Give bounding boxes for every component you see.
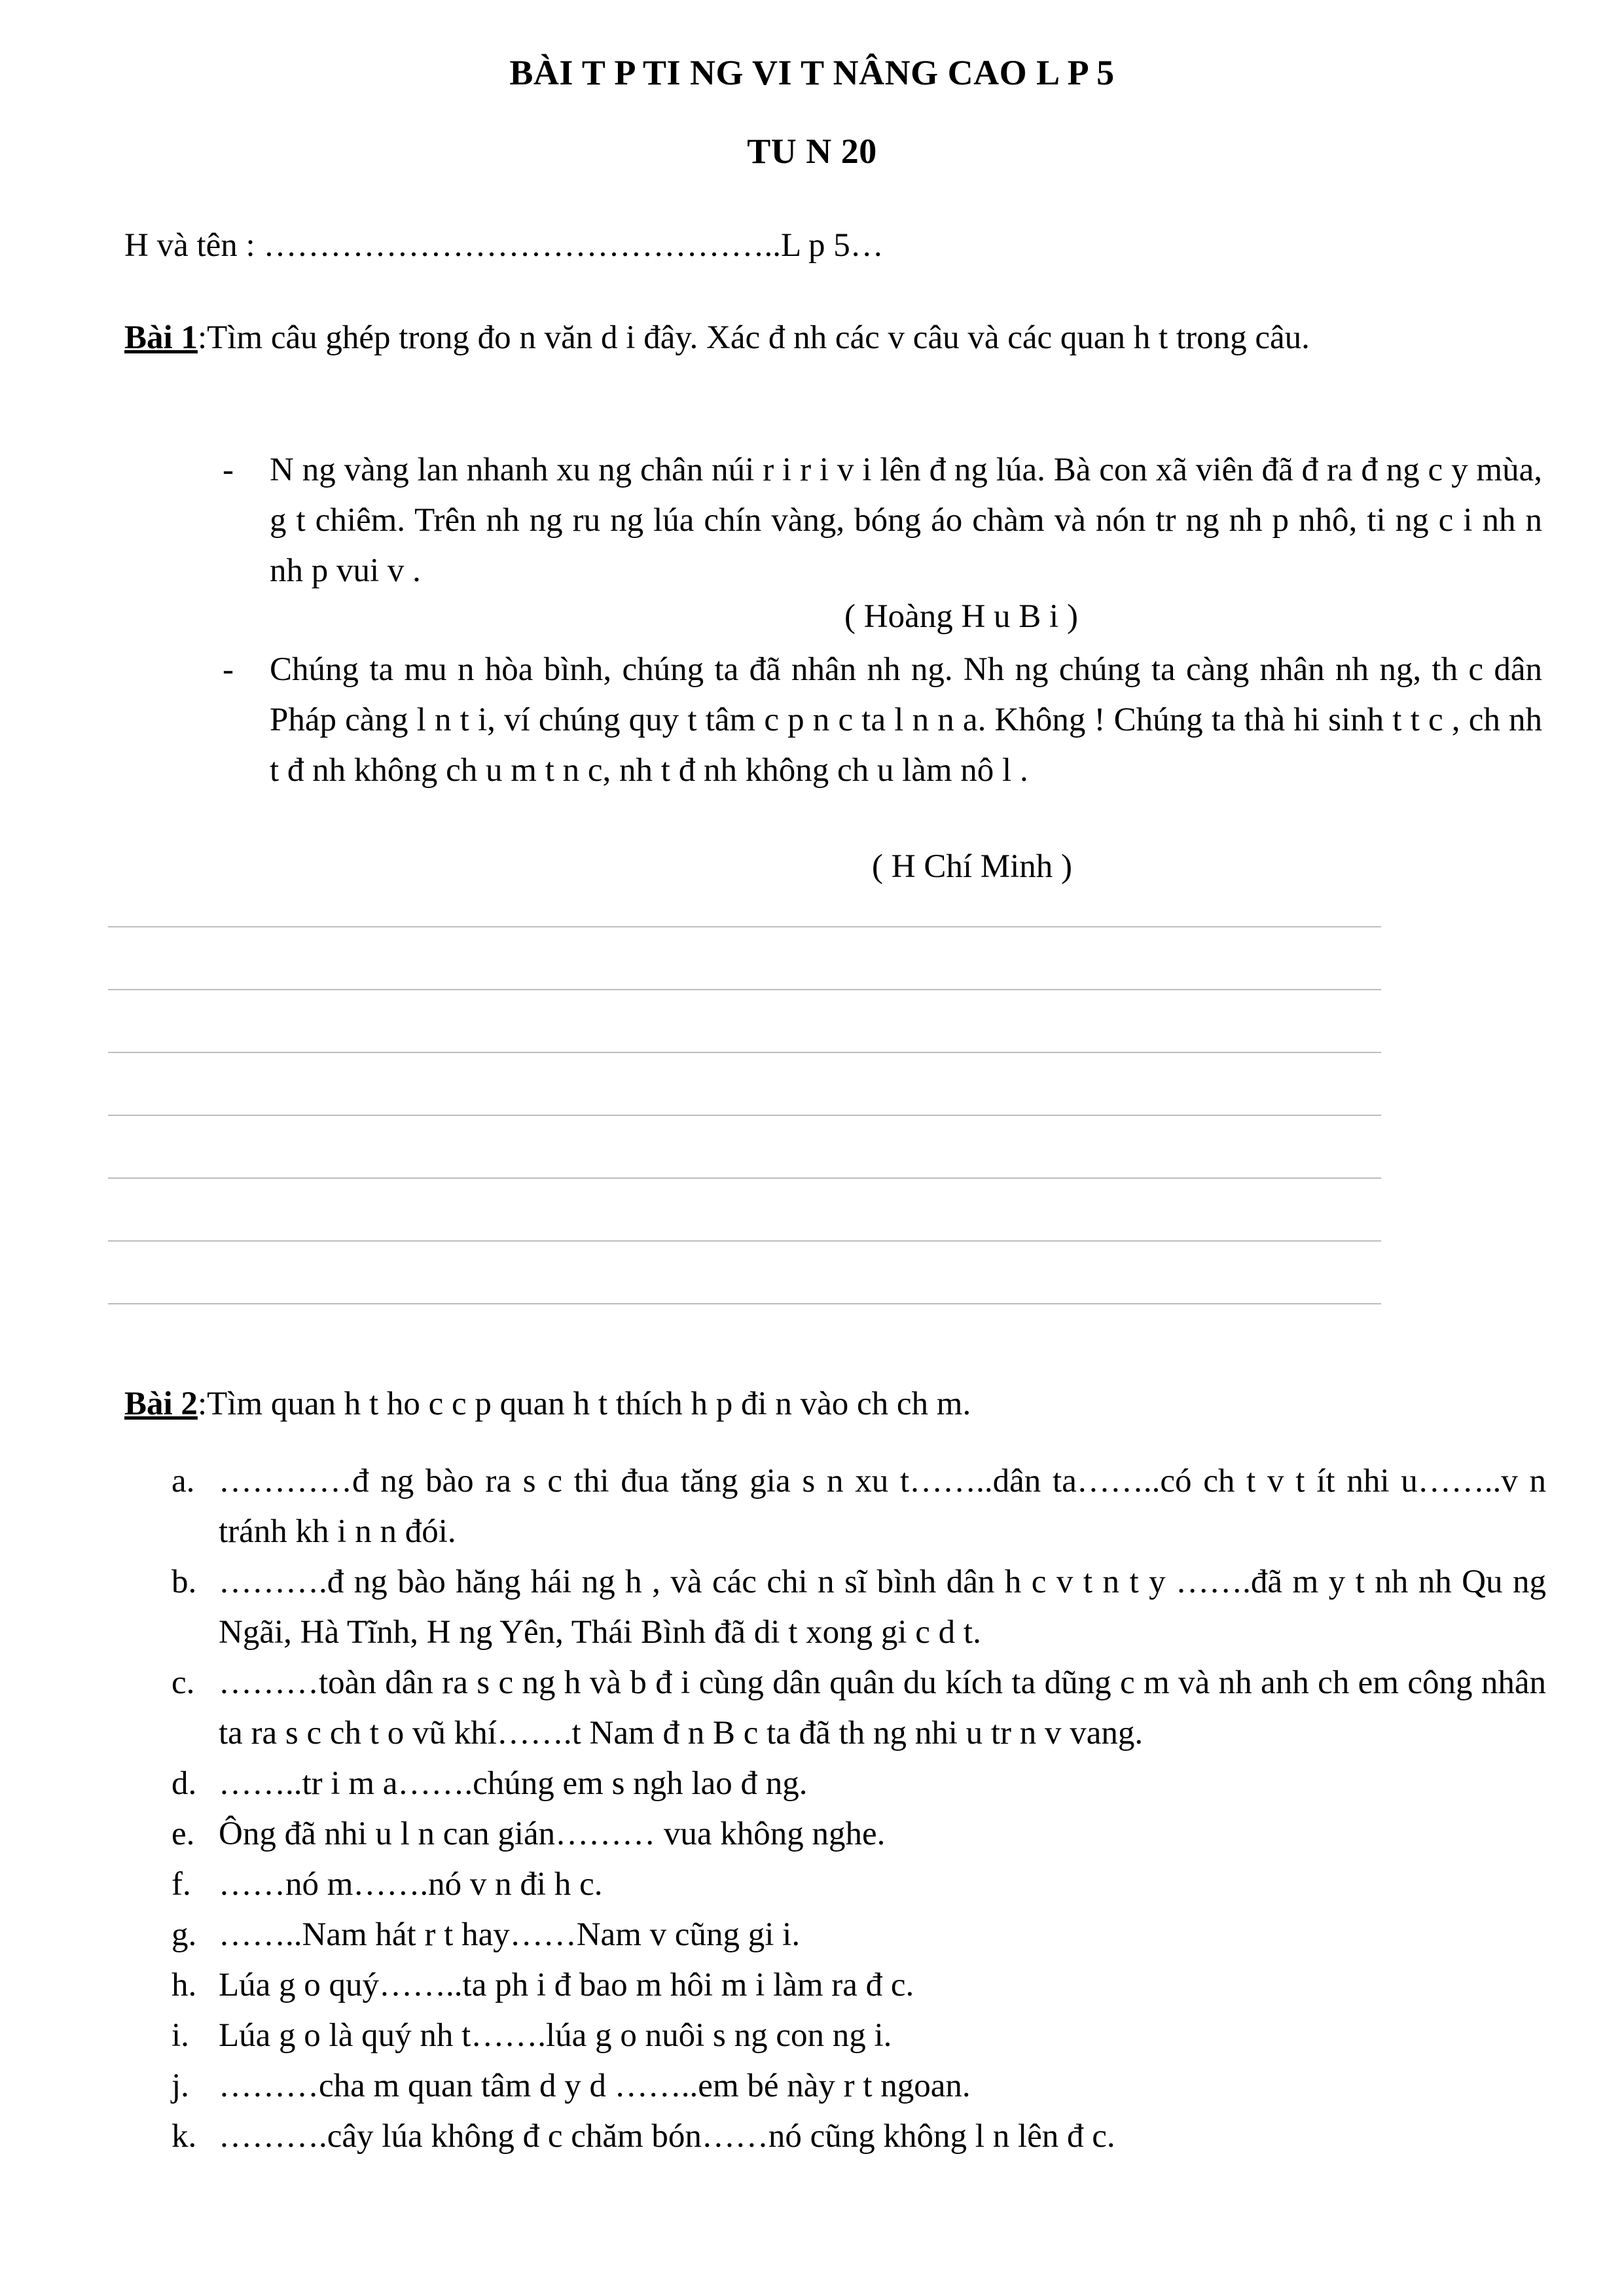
answer-writing-line[interactable] xyxy=(108,1177,1381,1179)
list-item xyxy=(171,2061,1546,2111)
item-text: ……..tr i m a…….chúng em s ngh lao đ ng. xyxy=(219,1765,808,1802)
exercise-2-text: :Tìm quan h t ho c c p quan h t thích h p đi n vào ch ch m. xyxy=(197,1386,971,1422)
item-text: ……..Nam hát r t hay……Nam v cũng gi i. xyxy=(219,1916,801,1953)
exercise-2-items xyxy=(171,1456,1546,2162)
item-label: j. xyxy=(171,2068,189,2104)
list-item xyxy=(171,2011,1546,2061)
list-item xyxy=(171,1859,1546,1910)
list-item xyxy=(171,2111,1546,2162)
item-label: c. xyxy=(171,1664,195,1701)
student-name-line: H và tên : ………………………………………..L p 5… xyxy=(124,227,884,264)
item-text: Lúa g o quý……..ta ph i đ bao m hôi m i làm ra đ c. xyxy=(219,1967,914,2003)
item-text: Ông đã nhi u l n can gián……… vua không nghe. xyxy=(219,1816,886,1852)
quote-text: N ng vàng lan nhanh xu ng chân núi r i r i v i lên đ ng lúa. Bà con xã viên đã đ ra đ ng c y mùa, g t chiêm. Trên nh ng ru ng lúa chín vàng, bóng áo chàm và nón tr ng nh p nhô, ti ng c i nh n nh p vui v . xyxy=(270,452,1542,589)
item-text: ………cha m quan tâm d y d ……..em bé này r t ngoan. xyxy=(219,2068,971,2104)
exercise-1-text: :Tìm câu ghép trong đo n văn d i đây. Xác đ nh các v câu và các quan h t trong câu. xyxy=(197,319,1310,356)
answer-writing-line[interactable] xyxy=(108,989,1381,990)
exercise-2-instruction xyxy=(124,1379,1542,1429)
item-label: g. xyxy=(171,1916,197,1953)
answer-writing-line[interactable] xyxy=(108,926,1381,927)
item-label: h. xyxy=(171,1967,197,2003)
week-subtitle: TU N 20 xyxy=(747,132,877,171)
item-label: f. xyxy=(171,1866,191,1903)
quote-passage xyxy=(223,445,1542,596)
exercise-1-label: Bài 1 xyxy=(124,319,198,356)
item-text: ……….cây lúa không đ c chăm bón……nó cũng không l n lên đ c. xyxy=(219,2118,1115,2155)
list-item xyxy=(171,1910,1546,1960)
item-text: …………đ ng bào ra s c thi đua tăng gia s n xu t……..dân ta……..có ch t v t ít nhi u……..v n tránh kh i n n đói. xyxy=(219,1463,1546,1550)
page-title: BÀI T P TI NG VI T NÂNG CAO L P 5 xyxy=(509,53,1115,92)
item-label: d. xyxy=(171,1765,197,1802)
exercise-2-label: Bài 2 xyxy=(124,1386,198,1422)
answer-writing-line[interactable] xyxy=(108,1115,1381,1116)
answer-writing-line[interactable] xyxy=(108,1303,1381,1304)
item-text: ……….đ ng bào hăng hái ng h , và các chi n sĩ bình dân h c v t n t y …….đã m y t nh nh Qu ng Ngãi, Hà Tĩnh, H ng Yên, Thái Bình đã di t xong gi c d t. xyxy=(219,1564,1546,1651)
quote-source: ( Hoàng H u B i ) xyxy=(844,598,1078,635)
list-item xyxy=(171,1456,1546,1557)
list-item xyxy=(171,1960,1546,2011)
quote-text: Chúng ta mu n hòa bình, chúng ta đã nhân nh ng. Nh ng chúng ta càng nhân nh ng, th c dân Pháp càng l n t i, ví chúng quy t tâm c p n c ta l n n a. Không ! Chúng ta thà hi sinh t t c , ch nh t đ nh không ch u m t n c, nh t đ nh không ch u làm nô l . xyxy=(270,651,1542,789)
exercise-1-instruction xyxy=(124,313,1542,363)
list-item xyxy=(171,1809,1546,1859)
item-label: b. xyxy=(171,1564,197,1600)
list-item xyxy=(171,1759,1546,1809)
item-text: Lúa g o là quý nh t…….lúa g o nuôi s ng con ng i. xyxy=(219,2017,892,2054)
list-dash: - xyxy=(223,452,234,488)
list-dash: - xyxy=(223,651,234,688)
quote-source: ( H Chí Minh ) xyxy=(872,848,1072,885)
item-label: a. xyxy=(171,1463,195,1499)
item-label: e. xyxy=(171,1816,195,1852)
item-text: ………toàn dân ra s c ng h và b đ i cùng dân quân du kích ta dũng c m và nh anh ch em công nhân ta ra s c ch t o vũ khí…….t Nam đ n B c ta đã th ng nhi u tr n v vang. xyxy=(219,1664,1546,1751)
item-label: i. xyxy=(171,2017,189,2054)
list-item xyxy=(171,1658,1546,1759)
quote-passage xyxy=(223,645,1542,796)
item-text: ……nó m…….nó v n đi h c. xyxy=(219,1866,603,1903)
item-label: k. xyxy=(171,2118,197,2155)
answer-writing-line[interactable] xyxy=(108,1052,1381,1053)
list-item xyxy=(171,1557,1546,1658)
answer-writing-line[interactable] xyxy=(108,1240,1381,1242)
